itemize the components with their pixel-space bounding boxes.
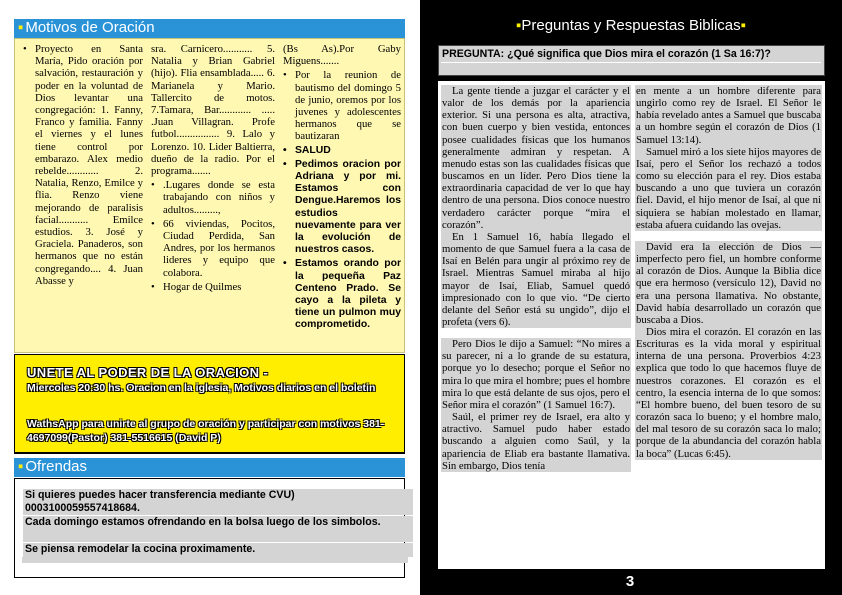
article-paragraph: Saúl, el primer rey de Israel, era alto y atractivo. Samuel pudo haber estado buscando a alguien como Saúl, y la apariencia de Eliab era bastante llamativa. Sin embargo, Dios tenía [442,411,630,472]
motivos-item-bautismo: • Por la reunion de bautismo del domingo 5 de junio, oremos por los juvenes y adolescentes hermanos que se bautizaran [281,69,401,142]
article-paragraph: David era la elección de Dios — imperfecto pero fiel, un hombre conforme al corazón de Dios. Aunque la Biblia dice que era hermoso (versículo 12), David no era una persona llamativa. No obstante, David había desarrollado un corazón que buscaba a Dios. [636,240,821,326]
motivos-column-2 [149,43,275,295]
ofrendas-box [14,478,405,578]
ofrendas-transferencia: Si quieres puedes hacer transferencia mediante CVU) 0003100059557418684. [23,489,413,515]
motivos-item-proyecto: • Proyecto en Santa María, Pido oración por salvación, restauración y poder en la voluntad de Dios levantar una congregación: 1. Fanny, Franco y familia. Fanny el viernes y el lunes tiene control por embarazo. Alex medio rebelde............ 2. Natalia, Renzo, Emilce y flia. Renzo viene mejorando de paralisis facial........... Emilce estudios. 3. José y Graciela. Panaderos, son hermanos que no están congregando.... 4. Juan Abasse y [21,43,143,287]
motivos-column-1 [21,43,143,289]
ofrendas-title: Ofrendas [25,458,88,475]
motivos-continuation: sra. Carnicero........... 5. Natalia y Brian Gabriel (hijo). Flia ensamblada..... 6. Marianela y Mario. Tallercito de motos. 7.Tamara, Bar............ ..... .Juan Villagran. Profe futbol................ 9. Lalo y Lorenzo. 10. Lider Baltierra, dueño de la radio. Por el programa....... [151,43,275,178]
motivos-continuation-2: (Bs As).Por Gaby Miguens....... [283,43,401,68]
page-number: 3 [625,573,635,590]
motivos-title: Motivos de Oración [25,19,155,36]
pregunta-box [438,45,825,76]
motivos-box [14,38,405,353]
article-paragraph: en mente a un hombre diferente para ungirlo como rey de Israel. El Señor le había revelado antes a Samuel que buscaba a un hombre según el corazón de Dios (1 Samuel 13:14). [636,85,821,146]
unete-title: UNETE AL PODER DE LA ORACION - [27,365,269,380]
unete-schedule: Miercoles 20:30 hs. Oracion en la iglesia, Motivos diarios en el boletin [27,382,376,394]
motivos-salud-heading: • SALUD [281,145,401,157]
motivos-item-viviendas: • 66 viviendas, Pocitos, Ciudad Perdida, San Andres, por los hermanos lideres y equipo que colabora. [149,218,275,279]
motivos-item-paz: • Estamos orando por la pequeña Paz Centeno Prado. Se cayo a la pileta y tiene un pulmon muy comprometido. [281,258,401,331]
ofrendas-cocina: Se piensa remodelar la cocina proximamente. [23,543,413,557]
ofrendas-header [14,458,405,477]
pregunta-text: PREGUNTA: ¿Qué significa que Dios mira el corazón (1 Sa 16:7)? [442,48,771,60]
motivos-item-lugares: • .Lugares donde se esta trabajando con niños y adultos........., [149,179,275,216]
header-bullet-icon: ▪ [18,458,24,475]
article-column-2 [635,85,822,460]
article-paragraph: En 1 Samuel 16, había llegado el momento de que Samuel fuera a la casa de Isaí en Belén para ungir al próximo rey de Israel. Mientras Samuel miraba al hijo mayor de Isaí, Eliab, Samuel quedó impresionado con lo que vio. “De cierto delante del Señor está su ungido”, dijo el profeta (vers 6). [442,230,630,328]
motivos-item-dengue: • Pedimos oracion por Adriana y por mi. Estamos con Dengue.Haremos los estudios nuevamente para ver la evolución de nuestros casos. [281,159,401,257]
whatsapp-info: WathsApp para unirte al grupo de oración y participar con motivos 381-4697099(Pastor) 381-5516615 (David P) [27,418,385,444]
ofrendas-domingo: Cada domingo estamos ofrendando en la bolsa luego de los simbolos. [23,516,413,542]
pregunta-divider [441,62,821,63]
motivos-header [14,19,405,38]
article-paragraph: Samuel miró a los siete hijos mayores de Isaí, pero el Señor los rechazó a todos como su elección para el rey. Dios estaba buscando a uno que tuviera un corazón fiel. David, el hijo menor de Isaí, al que ni siquiera se habían molestado en llamar, estaba afuera cuidando las ovejas. [636,145,821,231]
article-paragraph: La gente tiende a juzgar el carácter y el valor de los demás por la apariencia exterior. Si una persona es alta, atractiva, con buen cuerpo y bien vestida, entonces posee cualidades físicas que los humanos generalmente admiran y respetan. A menudo estas son las cualidades físicas que buscamos en un líder. Pero Dios tiene la extraordinaria capacidad de ver lo que hay dentro de una persona. Dios conoce nuestro verdadero carácter porque “mira el corazón”. [442,85,630,231]
header-bullet-icon: ▪ [18,19,24,36]
motivos-item-hogar: • Hogar de Quilmes [149,281,275,293]
ofrendas-bottom-bar [22,557,408,563]
article-paragraph: Dios mira el corazón. El corazón en las Escrituras es la vida moral y espiritual interna de una persona. Proverbios 4:23 explica que todo lo que hacemos fluye de nuestros corazones. El corazón es el centro, la esencia interna de lo que somos: “El hombre bueno, del buen tesoro de su corazón saca lo bueno; y el hombre malo, del mal tesoro de su corazón saca lo malo; porque de la abundancia del corazón habla la boca” (Lucas 6:45). [636,325,821,460]
motivos-column-3 [281,43,401,334]
article-box [438,81,825,569]
right-page-title [420,17,842,34]
unete-box [14,354,405,454]
paragraph-gap [441,328,631,338]
title-bullet-icon: ▪ [516,17,522,34]
title-bullet-icon-2: ▪ [740,17,746,34]
paragraph-gap [635,231,822,241]
right-title-text: Preguntas y Respuestas Biblicas [521,17,741,34]
article-column-1 [441,85,631,472]
article-paragraph: Pero Dios le dijo a Samuel: “No mires a su parecer, ni a lo grande de su estatura, porque yo lo desecho; porque el Señor no mira lo que mira el hombre; pues el hombre mira lo que está delante de sus ojos, pero el Señor mira el corazón” (1 Samuel 16:7). [442,338,630,411]
